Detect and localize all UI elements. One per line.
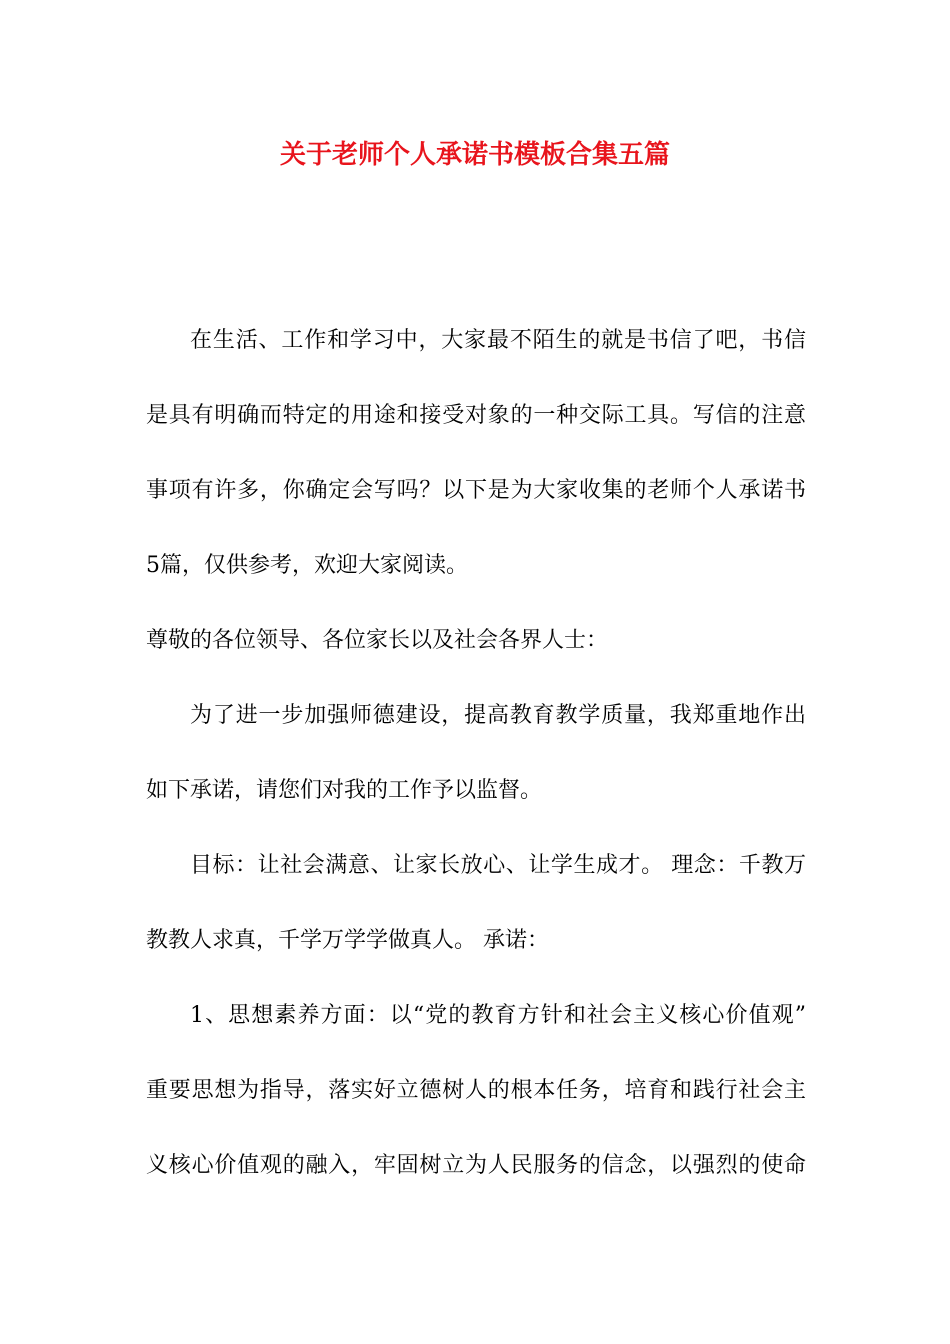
paragraph-line: 事项有许多，你确定会写吗？以下是为大家收集的老师个人承诺书 <box>146 478 806 503</box>
paragraph-line: 为了进一步加强师德建设，提高教育教学质量，我郑重地作出 <box>190 703 806 728</box>
paragraph-line: 是具有明确而特定的用途和接受对象的一种交际工具。写信的注意 <box>146 403 806 428</box>
paragraph-line: 如下承诺，请您们对我的工作予以监督。 <box>146 778 543 803</box>
salutation-line: 尊敬的各位领导、各位家长以及社会各界人士： <box>146 628 609 653</box>
document-title: 关于老师个人承诺书模板合集五篇 <box>279 140 670 170</box>
paragraph-line: 在生活、工作和学习中，大家最不陌生的就是书信了吧，书信 <box>190 328 806 353</box>
paragraph-line: 重要思想为指导，落实好立德树人的根本任务，培育和践行社会主 <box>146 1078 806 1103</box>
paragraph-line: 1、思想素养方面：以“党的教育方针和社会主义核心价值观” <box>190 1003 806 1028</box>
paragraph-line: 教教人求真，千学万学学做真人。 承诺： <box>146 928 549 953</box>
paragraph-line: 义核心价值观的融入，牢固树立为人民服务的信念，以强烈的使命 <box>146 1153 806 1178</box>
paragraph-line: 5篇，仅供参考，欢迎大家阅读。 <box>146 553 468 578</box>
paragraph-line: 目标：让社会满意、让家长放心、让学生成才。 理念：千教万 <box>190 853 806 878</box>
